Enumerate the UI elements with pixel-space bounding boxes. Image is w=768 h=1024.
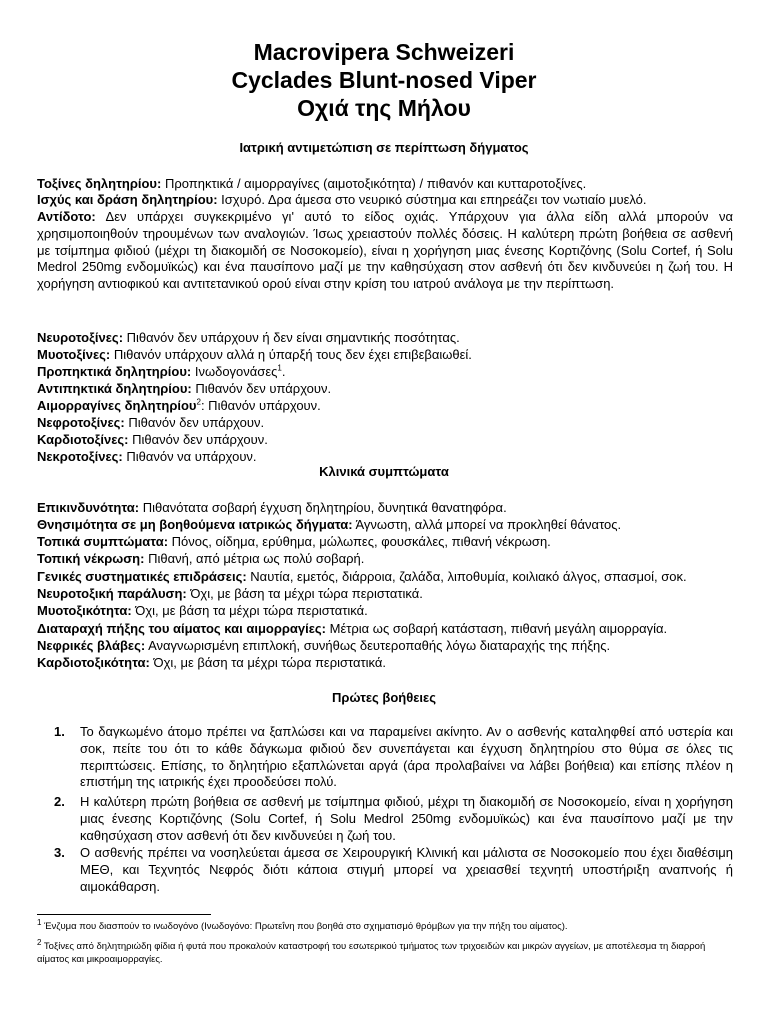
heading-medical-treatment: Ιατρική αντιμετώπιση σε περίπτωση δήγματος — [239, 140, 529, 155]
toxin-item: Μυοτοξίνες: Πιθανόν υπάρχουν αλλά η ύπαρξή τους δεν έχει επιβεβαιωθεί. — [37, 347, 472, 362]
document-title — [0, 38, 768, 122]
strength-text: Ισχυρό. Δρα άμεσα στο νευρικό σύστημα και επηρεάζει τον νωτιαίο μυελό. — [217, 192, 647, 207]
list-number: 1. — [54, 724, 65, 739]
list-number: 3. — [54, 845, 65, 860]
footnote-number: 2 — [37, 937, 42, 947]
strength-label: Ισχύς και δράση δηλητηρίου: — [37, 192, 218, 207]
footnote-ref-1: 1 — [277, 363, 282, 373]
title-latin-name: Macrovipera Schweizeri — [253, 39, 515, 65]
toxins-text: Προπηκτικά / αιμορραγίνες (αιμοτοξικότητα) / πιθανόν και κυτταροτοξίνες. — [161, 176, 587, 191]
heading-first-aid: Πρώτες βοήθειες — [332, 690, 436, 705]
symptom-item: Τοπική νέκρωση: Πιθανή, από μέτρια ως πολύ σοβαρή. — [37, 551, 365, 566]
first-aid-item: 3. Ο ασθενής πρέπει να νοσηλεύεται άμεσα σε Χειρουργική Κλινική και μάλιστα σε Νοσοκομείο που έχει διαθέσιμη ΜΕΘ, και Τεχνητός Νεφρός διότι κάποια στιγμή μπορεί να χρειασθεί τεχνητή υποστήριξη αναπνοής ή αιμοκάθαρση. — [54, 845, 733, 894]
symptom-item: Νεφρικές βλάβες: Αναγνωρισμένη επιπλοκή, συνήθως δευτεροπαθής λόγω διαταραχής της πήξης. — [37, 638, 611, 653]
footnote-1: $^1$ Ένζυμα που διασπούν το ινωδογόνο (Ινωδογόνο: Πρωτεΐνη που βοηθά στο σχηματισμό θρόμβων για την πήξη του αίματος). — [37, 917, 568, 932]
toxin-item: Προπηκτικά δηλητηρίου: Ινωδογονάσες$^1$. — [37, 363, 286, 379]
symptom-item: Γενικές συστηματικές επιδράσεις: Ναυτία, εμετός, διάρροια, ζαλάδα, λιποθυμία, κοιλιακό άλγος, σπασμοί, σοκ. — [37, 569, 687, 584]
title-english-name: Cyclades Blunt-nosed Viper — [231, 67, 537, 93]
footnote-2: $^2$ Τοξίνες από δηλητηριώδη φίδια ή φυτά που προκαλούν καταστροφή του εσωτερικού τμήματος των τριχοειδών και μικρών αγγείων, με αποτέλεσμα τη διαρροή αίματος και μικροαιμορραγίες. — [37, 937, 706, 965]
symptom-item: Θνησιμότητα σε μη βοηθούμενα ιατρικώς δήγματα: Άγνωστη, αλλά μπορεί να προκληθεί θάνατος. — [37, 517, 622, 532]
symptom-item: Επικινδυνότητα: Πιθανότατα σοβαρή έγχυση δηλητηρίου, δυνητικά θανατηφόρα. — [37, 500, 507, 515]
toxin-item: Αιμορραγίνες δηλητηρίου$^2$: Πιθανόν υπάρχουν. — [37, 397, 321, 413]
toxins-label: Τοξίνες δηλητηρίου: — [37, 176, 162, 191]
toxins-line — [37, 176, 737, 193]
title-greek-name: Οχιά της Μήλου — [297, 95, 471, 121]
symptom-item: Τοπικά συμπτώματα: Πόνος, οίδημα, ερύθημα, μώλωπες, φουσκάλες, πιθανή νέκρωση. — [37, 534, 551, 549]
list-number: 2. — [54, 794, 65, 809]
symptom-item: Καρδιοτοξικότητα: Όχι, με βάση τα μέχρι τώρα περιστατικά. — [37, 655, 386, 670]
symptom-item: Διαταραχή πήξης του αίματος και αιμορραγίες: Μέτρια ως σοβαρή κατάσταση, πιθανή μεγάλη αιμορραγία. — [37, 621, 668, 636]
footnote-number: 1 — [37, 917, 42, 927]
toxin-item: Νεφροτοξίνες: Πιθανόν δεν υπάρχουν. — [37, 415, 265, 430]
toxin-item: Καρδιοτοξίνες: Πιθανόν δεν υπάρχουν. — [37, 432, 268, 447]
antidote-label: Αντίδοτο: — [37, 209, 96, 224]
toxin-item: Νευροτοξίνες: Πιθανόν δεν υπάρχουν ή δεν είναι σημαντικής ποσότητας. — [37, 330, 460, 345]
heading-clinical-symptoms: Κλινικά συμπτώματα — [319, 464, 449, 479]
antidote-paragraph — [37, 209, 733, 293]
toxin-item: Νεκροτοξίνες: Πιθανόν να υπάρχουν. — [37, 449, 257, 464]
toxin-item: Αντιπηκτικά δηλητηρίου: Πιθανόν δεν υπάρχουν. — [37, 381, 332, 396]
symptom-item: Νευροτοξική παράλυση: Όχι, με βάση τα μέχρι τώρα περιστατικά. — [37, 586, 423, 601]
first-aid-item: 2. Η καλύτερη πρώτη βοήθεια σε ασθενή με τσίμπημα φιδιού, μέχρι τη διακομιδή σε Νοσοκομείο, είναι η χορήγηση μιας ένεσης Κορτιζόνης (Solu Cortef, ή Solu Medrol 250mg ενδομυϊκώς) και ένα παυσίπονο μαζί με την καθησύχαση στον ασθενή ότι δεν κινδυνεύει η ζωή του. — [54, 794, 733, 843]
footnote-divider — [37, 914, 211, 915]
first-aid-item: 1. Το δαγκωμένο άτομο πρέπει να ξαπλώσει και να παραμείνει ακίνητο. Αν ο ασθενής καταληφθεί από υστερία και σοκ, πείτε του ότι το κάθε δάγκωμα φιδιού δεν συνεπάγεται και έγχυση δηλητηρίου στο θύμα σε όλες τις περιπτώσεις. Επίσης, το δηλητήριο εξαπλώνεται αργά (άρα προλαβαίνει να λάβει βοήθεια) και επίσης πλέον η επιστήμη της ιατρικής έχει προοδεύσει πολύ. — [54, 724, 733, 790]
footnote-ref-2: 2 — [196, 397, 201, 407]
symptom-item: Μυοτοξικότητα: Όχι, με βάση τα μέχρι τώρα περιστατικά. — [37, 603, 368, 618]
strength-line — [37, 192, 737, 209]
antidote-text: Δεν υπάρχει συγκεκριμένο γι' αυτό το είδος οχιάς. Υπάρχουν για άλλα είδη αλλά μπορούν να χρησιμοποιηθούν τηρουμένων των αναλογιών. Ίσως χρειαστούν πολλές δόσεις. Η καλύτερη πρώτη βοήθεια σε ασθενή με τσίμπημα φιδιού (μέχρι τη διακομιδή σε Νοσοκομείο), είναι η χορήγηση μιας ένεσης Κορτιζόνης (Solu Cortef, ή Solu Medrol 250mg ενδομυϊκώς) και ένα παυσίπονο μαζί με την καθησύχαση στον ασθενή ότι δεν κινδυνεύει η ζωή του. Η χορήγηση αντιοφικού και αντιτετανικού ορού είναι στην κρίση του ιατρού ανάλογα με την περίπτωση. — [37, 209, 733, 292]
